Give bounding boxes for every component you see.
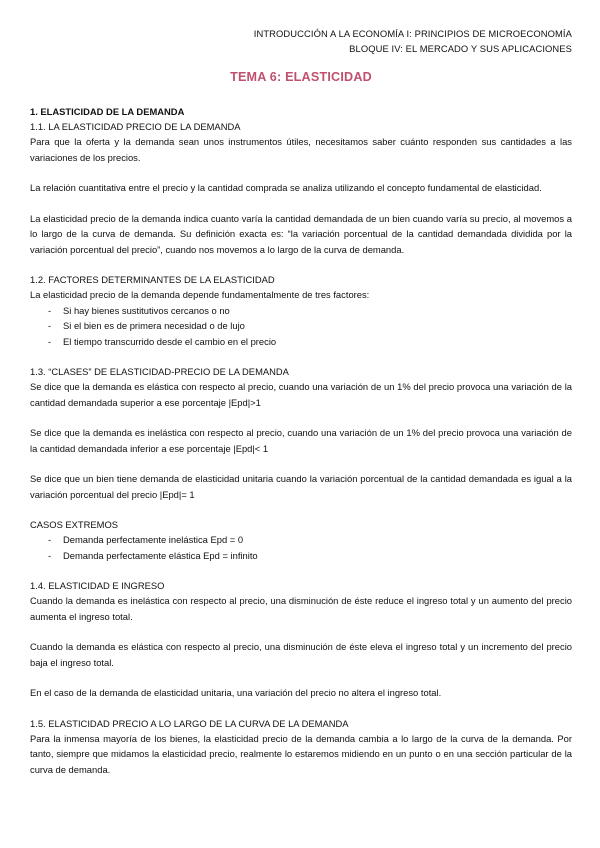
section-1-1-paragraph-2: La relación cuantitativa entre el precio y la cantidad comprada se analiza utilizando el concepto fundamental de elasticidad. [30,182,542,193]
section-1-5-paragraph-1: Para la inmensa mayoría de los bienes, la elasticidad precio de la demanda cambia a lo largo de la curva de la demanda. Por tanto, siempre que midamos la elasticidad precio, realmente lo estaremos midiendo en un punto o en una sección particular de la curva de demanda. [30,732,572,775]
section-1-4-heading: 1.4. ELASTICIDAD E INGRESO [30,580,165,591]
list-item: - Si el bien es de primera necesidad o de lujo [48,318,572,334]
list-item: - Si hay bienes sustitutivos cercanos o no [48,303,572,319]
section-1-3-paragraph-2: Se dice que la demanda es inelástica con respecto al precio, cuando una variación de un 1% del precio provoca una variación de la cantidad demandada inferior a ese porcentaje |Epd|< 1 [30,427,572,454]
document-page [30,26,572,777]
header-course: INTRODUCCIÓN A LA ECONOMÍA I: PRINCIPIOS DE MICROECONOMÍA [253,28,572,39]
list-item: - Demanda perfectamente inelástica Epd = 0 [48,532,572,548]
section-1-2-heading: 1.2. FACTORES DETERMINANTES DE LA ELASTICIDAD [30,274,275,285]
section-1-5-heading: 1.5. ELASTICIDAD PRECIO A LO LARGO DE LA CURVA DE LA DEMANDA [30,717,349,729]
section-1-heading: 1. ELASTICIDAD DE LA DEMANDA [30,106,185,117]
section-1-3-paragraph-3: Se dice que un bien tiene demanda de elasticidad unitaria cuando la variación porcentual de la cantidad demandada es igual a la variación porcentual del precio |Epd|= 1 [30,473,572,500]
section-1-4-paragraph-3: En el caso de la demanda de elasticidad unitaria, una variación del precio no altera el ingreso total. [30,687,442,698]
section-1-3-heading: 1.3. “CLASES” DE ELASTICIDAD-PRECIO DE LA DEMANDA [30,366,289,377]
list-item: - Demanda perfectamente elástica Epd = infinito [48,548,572,564]
extreme-cases-label: CASOS EXTREMOS [30,519,119,530]
running-header [30,26,572,56]
factors-list [30,303,572,350]
section-1-2-intro: La elasticidad precio de la demanda depende fundamentalmente de tres factores: [30,289,370,300]
header-block: BLOQUE IV: EL MERCADO Y SUS APLICACIONES [349,43,572,54]
section-1-4-paragraph-1: Cuando la demanda es inelástica con respecto al precio, una disminución de éste reduce el ingreso total y un aumento del precio aumenta el ingreso total. [30,595,572,622]
list-item: - El tiempo transcurrido desde el cambio en el precio [48,334,572,350]
page-title: TEMA 6: ELASTICIDAD [230,70,372,84]
section-1-1-paragraph-3: La elasticidad precio de la demanda indica cuanto varía la cantidad demandada de un bien cuando varía su precio, al movemos a lo largo de la curva de demanda. Su definición exacta es: “la variación porcentual de la cantidad demandada dividida por la variación porcentual del precio”, cuando nos movemos a lo largo de la curva de demanda. [30,212,572,255]
extreme-cases-list [30,532,572,563]
section-1-4-paragraph-2: Cuando la demanda es elástica con respecto al precio, una disminución de éste eleva el ingreso total y un incremento del precio baja el ingreso total. [30,641,572,668]
section-1-1-paragraph-1: Para que la oferta y la demanda sean unos instrumentos útiles, necesitamos saber cuánto responden sus cantidades a las variaciones de los precios. [30,136,572,163]
section-1-3-paragraph-1: Se dice que la demanda es elástica con respecto al precio, cuando una variación de un 1% del precio provoca una variación de la cantidad demandada superior a ese porcentaje |Epd|>1 [30,381,572,408]
section-1-1-heading: 1.1. LA ELASTICIDAD PRECIO DE LA DEMANDA [30,121,241,132]
